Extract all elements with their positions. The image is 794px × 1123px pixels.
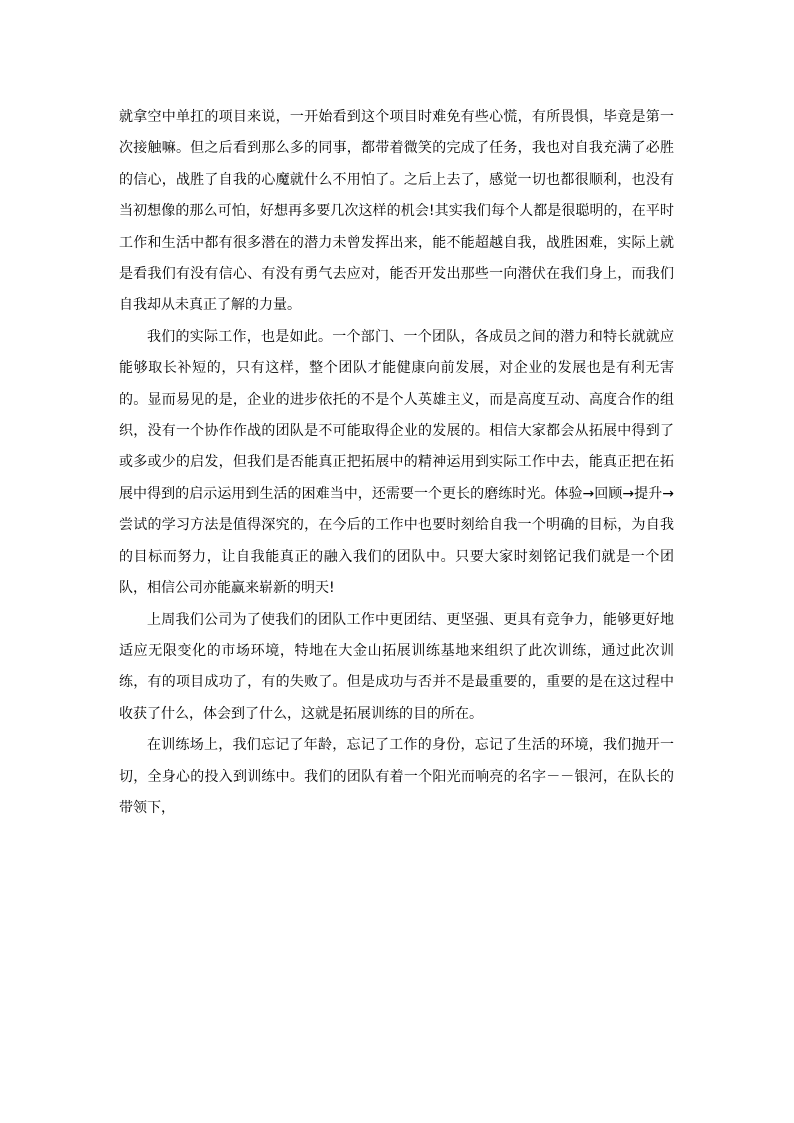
paragraph-actual-work: 我们的实际工作，也是如此。一个部门、一个团队，各成员之间的潜力和特长就就应能够取长补短的，只有这样，整个团队才能健康向前发展，对企业的发展也是有利无害的。显而易见的是，企业的进步依托的不是个人英雄主义，而是高度互动、高度合作的组织，没有一个协作作战的团队是不可能取得企业的发展的。相信大家都会从拓展中得到了或多或少的启发，但我们是否能真正把拓展中的精神运用到实际工作中去，能真正把在拓展中得到的启示运用到生活的困难当中，还需要一个更长的磨练时光。体验→回顾→提升→尝试的学习方法是值得深究的，在今后的工作中也要时刻给自我一个明确的目标，为自我的目标而努力，让自我能真正的融入我们的团队中。只要大家时刻铭记我们就是一个团队，相信公司亦能赢来崭新的明天! (119, 328, 674, 597)
paragraph-aerial-bar: 就拿空中单扛的项目来说，一开始看到这个项目时难免有些心慌，有所畏惧，毕竟是第一次接触嘛。但之后看到那么多的同事，都带着微笑的完成了任务，我也对自我充满了必胜的信心，战胜了自我的心魔就什么不用怕了。之后上去了，感觉一切也都很顺利，也没有当初想像的那么可怕，好想再多要几次这样的机会!其实我们每个人都是很聪明的，在平时工作和生活中都有很多潜在的潜力未曾发挥出来，能不能超越自我，战胜困难，实际上就是看我们有没有信心、有没有勇气去应对，能否开发出那些一向潜伏在我们身上，而我们自我却从未真正了解的力量。 (119, 109, 674, 314)
paragraph-last-week: 上周我们公司为了使我们的团队工作中更团结、更坚强、更具有竞争力，能够更好地适应无限变化的市场环境，特地在大金山拓展训练基地来组织了此次训练，通过此次训练，有的项目成功了，有的失败了。但是成功与否并不是最重要的，重要的是在这过程中收获了什么，体会到了什么，这就是拓展训练的目的所在。 (119, 611, 674, 722)
paragraph-training-field: 在训练场上，我们忘记了年龄，忘记了工作的身份，忘记了生活的环境，我们抛开一切，全身心的投入到训练中。我们的团队有着一个阳光而响亮的名字－－银河，在队长的带领下， (119, 737, 674, 816)
document-page (119, 102, 674, 824)
